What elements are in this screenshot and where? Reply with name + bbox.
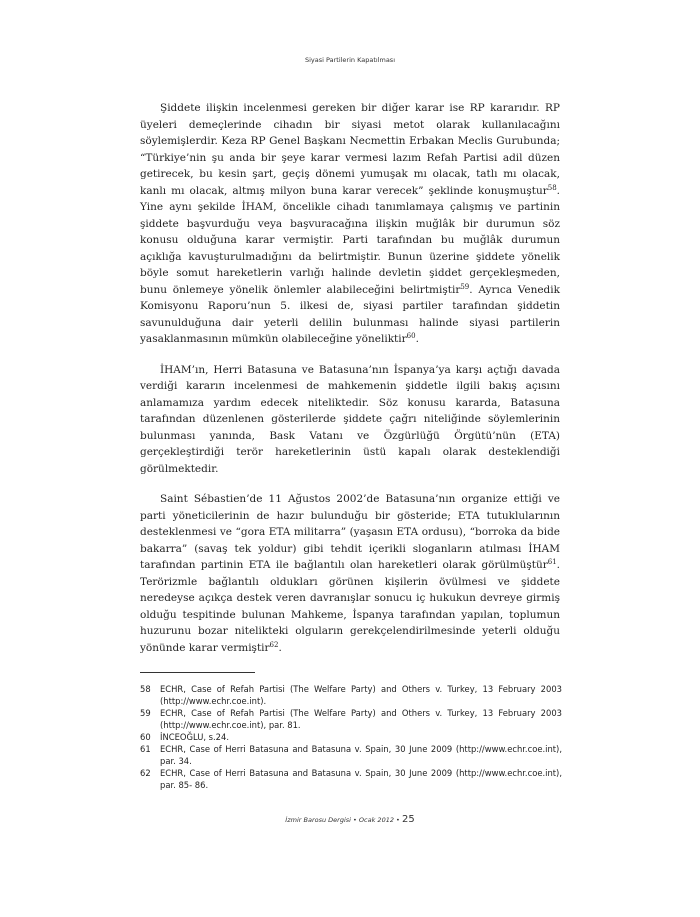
footnote-ref-59[interactable]: 59 bbox=[460, 282, 470, 291]
page-footer bbox=[0, 814, 700, 825]
footnote-59 bbox=[140, 707, 562, 731]
footnote-ref-62[interactable]: 62 bbox=[269, 640, 279, 649]
paragraph-1-text-c: . Ayrıca Venedik Komisyonu Raporu’nun 5. ilkesi de, siyasi partiler tarafından şiddetin savunulduğuna dair yeterli delilin bulunması halinde siyasi partilerin yasaklanmasının mümkün olabileceğine yöneliktir bbox=[140, 283, 560, 345]
paragraph-3-text-a: Saint Sébastien’de 11 Ağustos 2002’de Batasuna’nın organize ettiği ve parti yöneticilerinin de hazır bulunduğu bir gösteride; ETA tutuklularının desteklenmesi ve “gora ETA militarra” (yaşasın ETA ordusu), “borroka da bide bakarra” (savaş tek yoldur) gibi tehdit içerikli sloganların atılması İHAM tarafından partinin ETA ile bağlantılı olan hareketleri olarak görülmüştür bbox=[140, 493, 560, 571]
footnote-number: 58 bbox=[140, 684, 151, 694]
journal-citation: İzmir Barosu Dergisi • Ocak 2012 • bbox=[285, 816, 400, 824]
running-header: Siyasi Partilerin Kapatılması bbox=[304, 56, 396, 64]
footnote-62 bbox=[140, 767, 562, 791]
paragraph-3 bbox=[140, 491, 560, 656]
footnote-divider bbox=[140, 672, 255, 673]
footnote-text: ECHR, Case of Herri Batasuna and Batasuna v. Spain, 30 June 2009 (http://www.echr.coe.int), par. 85- 86. bbox=[160, 768, 562, 790]
footnote-ref-60[interactable]: 60 bbox=[406, 332, 416, 340]
footnotes bbox=[140, 683, 562, 791]
footnote-58 bbox=[140, 683, 562, 707]
paragraph-1-text-d: . bbox=[415, 333, 419, 345]
paragraph-3-text-c: . bbox=[278, 641, 282, 654]
paragraph-1 bbox=[140, 100, 560, 348]
page-number: 25 bbox=[401, 814, 415, 825]
footnote-60 bbox=[140, 731, 562, 743]
footnote-ref-58[interactable]: 58 bbox=[547, 183, 557, 192]
footnote-text: İNCEOĞLU, s.24. bbox=[160, 732, 230, 742]
paragraph-1-text-a: Şiddete ilişkin incelenmesi gereken bir diğer karar ise RP kararıdır. RP üyeleri demeçlerinde cihadın bir siyasi metot olarak kullanılacağını söylemişlerdir. Keza RP Genel Başkanı Necmettin Erbakan Meclis Gurubunda; “Türkiye’nin şu anda bir şeye karar vermesi lazım Refah Partisi adil düzen getirecek, bu kesin şart, geçiş dönemi yumuşak mı olacak, tatlı mı olacak, kanlı mı olacak, altmış milyon buna karar verecek” şeklinde konuşmuştur bbox=[140, 102, 560, 197]
paragraph-1-text-b: . Yine aynı şekilde İHAM, öncelikle cihadı tanımlamaya çalışmış ve partinin şiddete başvurduğu veya başvuracağına ilişkin muğlâk bir durumun söz konusu olduğuna karar vermiştir. Parti tarafından bu muğlâk durumun açıklığa kavuşturulmadığını da belirtmiştir. Bunun üzerine şiddete yönelik böyle somut hareketlerin varlığı halinde devletin şiddet gerçekleşmeden, bunu önlemeye yönelik önlemler alabileceğini belirtmiştir bbox=[140, 184, 560, 296]
paragraph-2: İHAM’ın, Herri Batasuna ve Batasuna’nın İspanya’ya karşı açtığı davada verdiği kararın incelenmesi de mahkemenin şiddetle ilgili bakış açısını anlamamıza yardım edecek niteliktedir. Söz konusu kararda, Batasuna tarafından düzenlenen gösterilerde şiddete çağrı niteliğinde söylemlerinin bulunması yanında, Bask Vatanı ve Özgürlüğü Örgütü’nün (ETA) gerçekleştirdiği terör hareketlerinin üstü kapalı olarak desteklendiği görülmektedir. bbox=[140, 363, 560, 475]
body-text bbox=[140, 100, 560, 670]
footnote-text: ECHR, Case of Refah Partisi (The Welfare Party) and Others v. Turkey, 13 February 2003 (http://www.echr.coe.int). bbox=[160, 684, 562, 706]
footnote-number: 62 bbox=[140, 768, 151, 778]
paragraph-3-text-b: . Terörizmle bağlantılı oldukları görünen kişilerin övülmesi ve şiddete neredeyse açıkça destek veren davranışlar sonucu iç hukukun devreye girmiş olduğu tespitinde bulunan Mahkeme, İspanya tarafından yapılan, toplumun huzurunu bozar nitelikteki olguların gerekçelendirilmesinde yeterli olduğu yönünde karar vermiştir bbox=[140, 559, 560, 654]
footnote-number: 60 bbox=[140, 732, 151, 742]
footnote-number: 61 bbox=[140, 744, 151, 754]
footnote-number: 59 bbox=[140, 708, 151, 718]
footnote-61 bbox=[140, 743, 562, 767]
footnote-text: ECHR, Case of Refah Partisi (The Welfare Party) and Others v. Turkey, 13 February 2003 (http://www.echr.coe.int), par. 81. bbox=[160, 708, 562, 730]
footnote-ref-61[interactable]: 61 bbox=[547, 558, 557, 566]
footnote-text: ECHR, Case of Herri Batasuna and Batasuna v. Spain, 30 June 2009 (http://www.echr.coe.int), par. 34. bbox=[160, 744, 562, 766]
